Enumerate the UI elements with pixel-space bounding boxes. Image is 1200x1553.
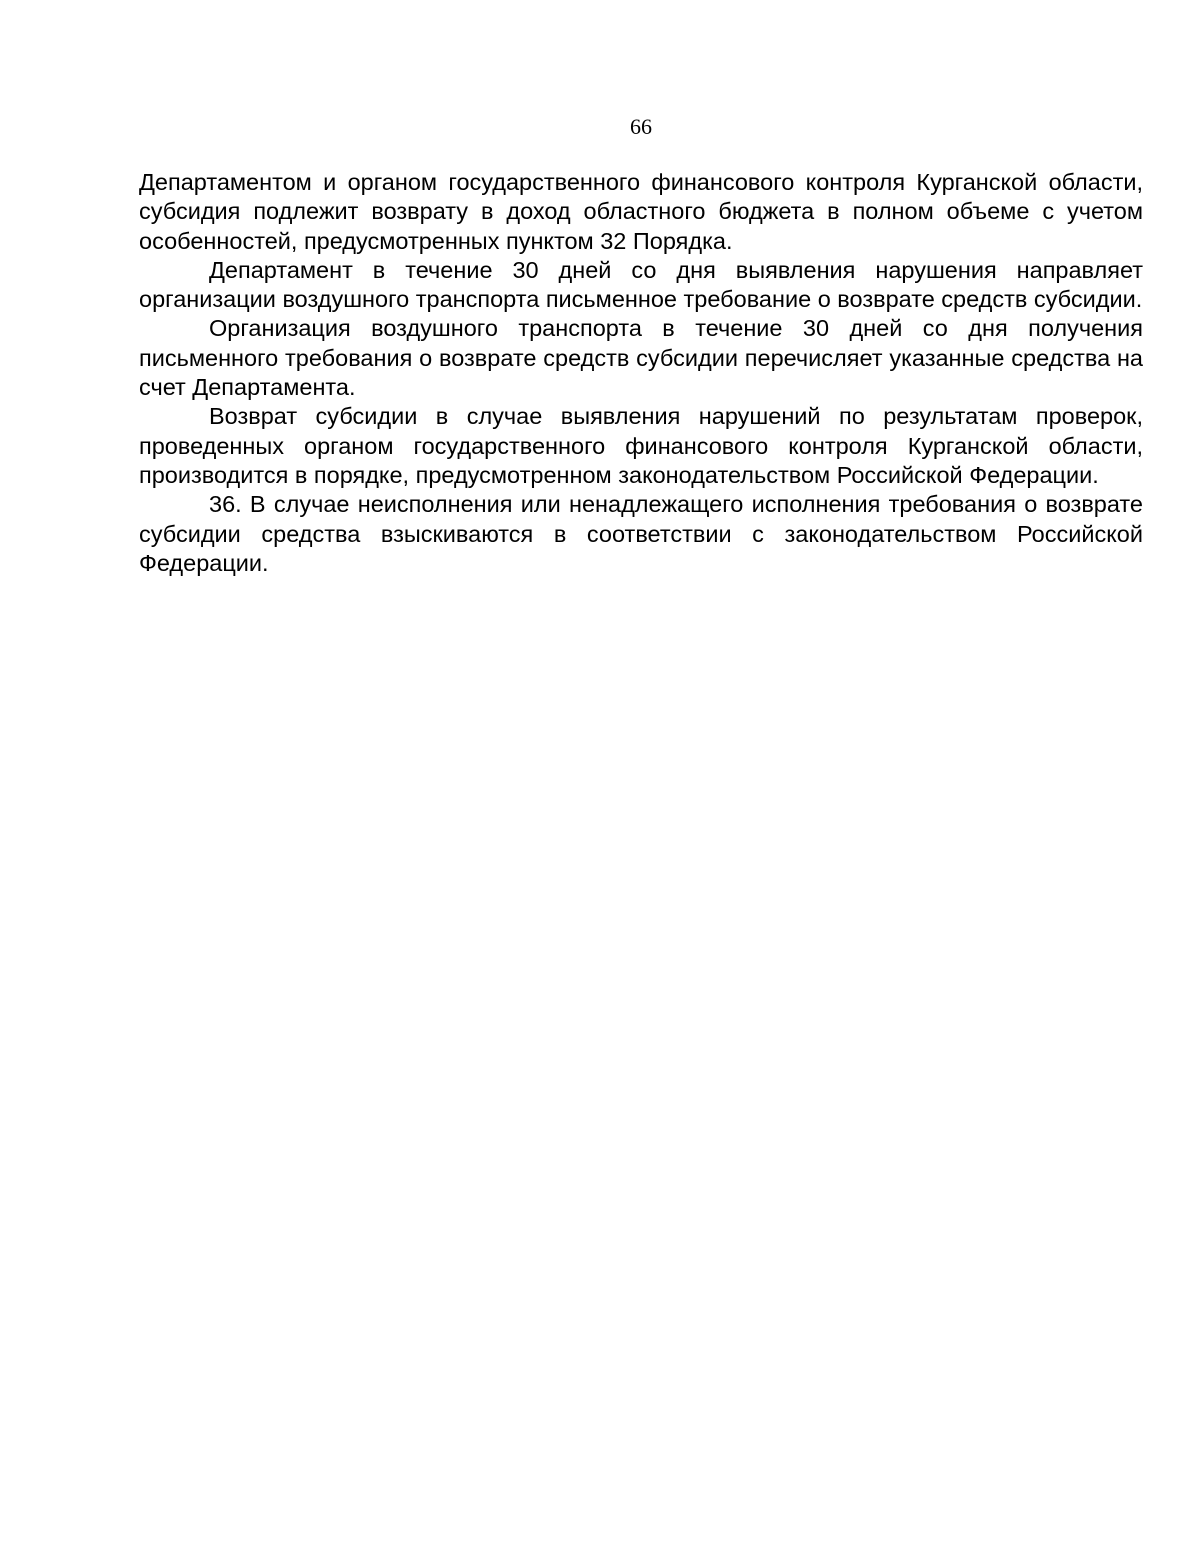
- paragraph-notice-requirement: Департамент в течение 30 дней со дня выявления нарушения направляет организации воздушного транспорта письменное требование о возврате средств субсидии.: [139, 256, 1143, 313]
- paragraph-transfer-funds: Организация воздушного транспорта в течение 30 дней со дня получения письменного требования о возврате средств субсидии перечисляет указанные средства на счет Департамента.: [139, 315, 1143, 401]
- document-body: [139, 168, 1143, 578]
- paragraph-continuation: Департаментом и органом государственного финансового контроля Курганской области, субсидия подлежит возврату в доход областного бюджета в полном объеме с учетом особенностей, предусмотренных пунктом 32 Порядка.: [139, 169, 1143, 254]
- paragraph-item-36: 36. В случае неисполнения или ненадлежащего исполнения требования о возврате субсидии средства взыскиваются в соответствии с законодательством Российской Федерации.: [139, 491, 1143, 576]
- paragraph-return-procedure: Возврат субсидии в случае выявления нарушений по результатам проверок, проведенных органом государственного финансового контроля Курганской области, производится в порядке, предусмотренном законодательством Российской Федерации.: [139, 403, 1143, 488]
- page-number: 66: [630, 114, 652, 139]
